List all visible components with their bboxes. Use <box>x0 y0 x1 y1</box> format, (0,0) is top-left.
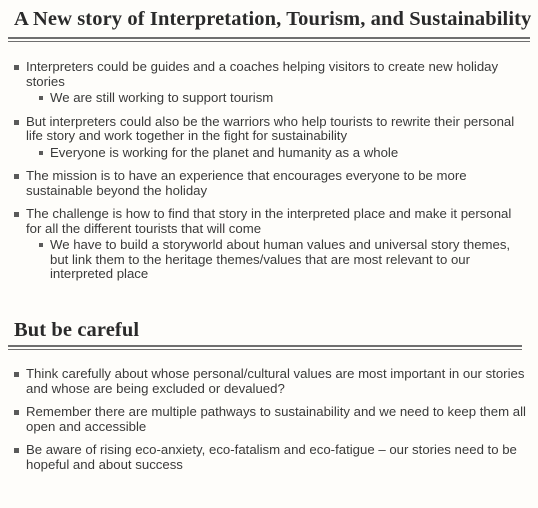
sub-bullet-item <box>26 146 530 161</box>
section-be-careful <box>14 319 530 342</box>
bullet-text: But interpreters could also be the warriors who help tourists to rewrite their personal life story and work together in the fight for sustainability <box>26 113 515 143</box>
bullet-item <box>14 405 530 434</box>
bullet-item <box>14 115 530 161</box>
square-bullet-icon <box>14 410 19 415</box>
bullet-item <box>14 169 530 198</box>
sub-bullet-list <box>26 146 530 161</box>
title-divider-2 <box>8 345 522 350</box>
section-2-bullet-list <box>14 367 530 472</box>
section-2-body <box>14 367 530 472</box>
section-title-2: But be careful <box>14 319 140 341</box>
bullet-item <box>14 367 530 396</box>
sub-bullet-list <box>26 238 530 282</box>
section-1-bullet-list <box>14 60 530 282</box>
sub-bullet-item <box>26 91 530 106</box>
square-bullet-icon <box>14 212 19 217</box>
bullet-text: Be aware of rising eco-anxiety, eco-fatalism and eco-fatigue – our stories need to be hopeful and about success <box>26 442 517 472</box>
square-bullet-icon <box>14 120 19 125</box>
bullet-text: The challenge is how to find that story in the interpreted place and make it personal for all the different tourists that will come <box>26 206 512 236</box>
square-bullet-icon <box>14 372 19 377</box>
bullet-text: Remember there are multiple pathways to sustainability and we need to keep them all open and accessible <box>26 404 526 434</box>
bullet-item <box>14 443 530 472</box>
square-bullet-icon <box>14 65 19 70</box>
sub-bullet-text: We have to build a storyworld about human values and universal story themes, but link them to the heritage themes/values that are most relevant to our interpreted place <box>50 237 511 281</box>
square-bullet-icon <box>14 174 19 179</box>
sub-bullet-list <box>26 91 530 106</box>
square-bullet-icon <box>14 448 19 453</box>
bullet-item <box>14 207 530 282</box>
square-bullet-icon <box>39 151 43 155</box>
title-divider-1 <box>8 37 530 42</box>
bullet-text: Think carefully about whose personal/cultural values are most important in our stories and whose are being excluded or devalued? <box>26 366 525 396</box>
square-bullet-icon <box>39 96 43 100</box>
section-title-1: A New story of Interpretation, Tourism, and Sustainability <box>14 8 532 30</box>
section-interpretation-tourism <box>14 8 530 31</box>
square-bullet-icon <box>39 243 43 247</box>
sub-bullet-item <box>26 238 530 282</box>
sub-bullet-text: Everyone is working for the planet and humanity as a whole <box>50 144 399 160</box>
bullet-text: Interpreters could be guides and a coaches helping visitors to create new holiday stories <box>26 59 499 89</box>
bullet-item <box>14 60 530 106</box>
sub-bullet-text: We are still working to support tourism <box>50 90 274 105</box>
section-1-body <box>14 60 530 282</box>
bullet-text: The mission is to have an experience that encourages everyone to be more sustainable beyond the holiday <box>26 168 467 198</box>
